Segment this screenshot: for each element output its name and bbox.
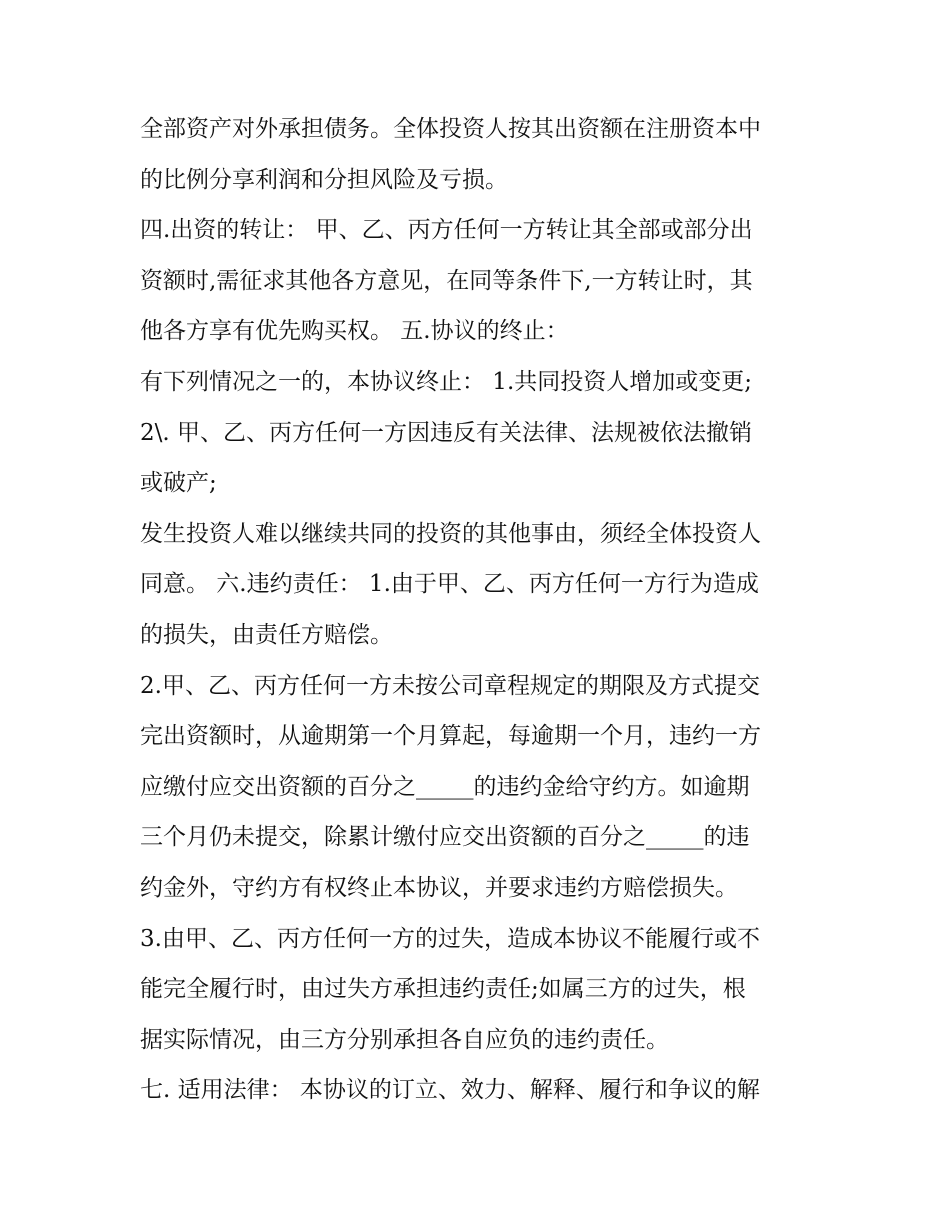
text-line: 约金外，守约方有权终止本协议，并要求违约方赔偿损失。: [140, 874, 738, 901]
text-line: 2.甲、乙、丙方任何一方未按公司章程规定的期限及方式提交: [140, 672, 760, 699]
text-line: 据实际情况，由三方分别承担各自应负的违约责任。: [140, 1026, 669, 1053]
text-line: 3.由甲、乙、丙方任何一方的过失，造成本协议不能履行或不: [140, 925, 760, 952]
text-line: 完出资额时，从逾期第一个月算起，每逾期一个月，违约一方: [140, 723, 761, 750]
text-line: 有下列情况之一的，本协议终止： 1.共同投资人增加或变更;: [140, 368, 753, 395]
text-line: 应缴付应交出资额的百分之_____的违约金给守约方。如逾期: [140, 773, 750, 800]
text-line: 四.出资的转让： 甲、乙、丙方任何一方转让其全部或部分出: [140, 217, 753, 244]
text-line: 他各方享有优先购买权。 五.协议的终止：: [140, 318, 569, 345]
text-line: 2\. 甲、乙、丙方任何一方因违反有关法律、法规被依法撤销: [140, 419, 753, 446]
text-line: 发生投资人难以继续共同的投资的其他事由，须经全体投资人: [140, 520, 761, 547]
text-line: 能完全履行时，由过失方承担违约责任;如属三方的过失，根: [140, 976, 746, 1003]
text-line: 三个月仍未提交，除累计缴付应交出资额的百分之_____的违: [140, 824, 750, 851]
document-body: [140, 104, 820, 1116]
text-line: 全部资产对外承担债务。全体投资人按其出资额在注册资本中: [140, 116, 761, 142]
text-line: 的比例分享利润和分担风险及亏损。: [140, 166, 508, 193]
text-line: 七. 适用法律： 本协议的订立、效力、解释、履行和争议的解: [140, 1077, 760, 1104]
text-line: 的损失，由责任方赔偿。: [140, 621, 393, 648]
text-line: 同意。 六.违约责任： 1.由于甲、乙、丙方任何一方行为造成: [140, 571, 759, 598]
text-line: 或破产;: [140, 470, 217, 497]
text-line: 资额时,需征求其他各方意见，在同等条件下,一方转让时，其: [140, 267, 753, 294]
